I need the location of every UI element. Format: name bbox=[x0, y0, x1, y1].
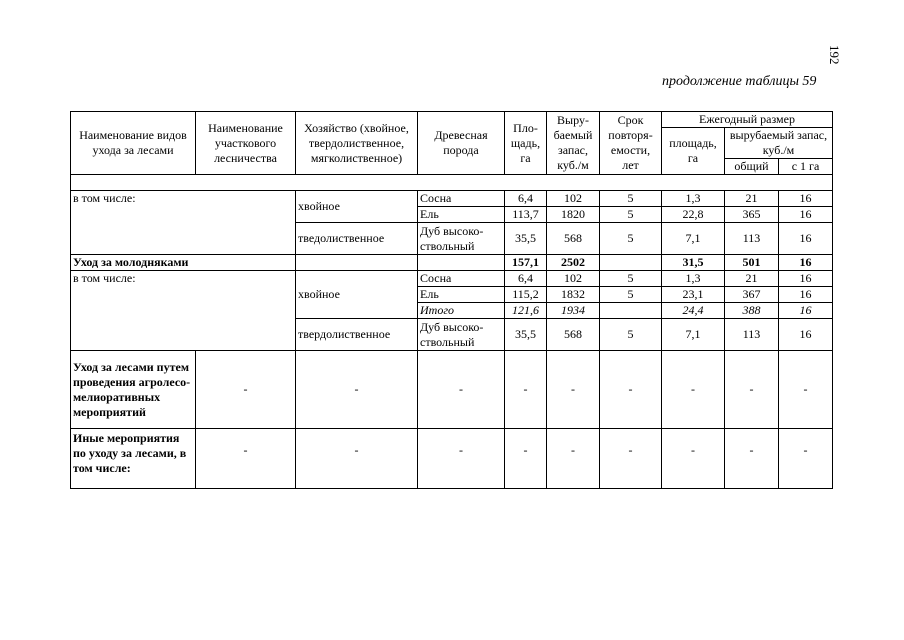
table-row bbox=[71, 255, 833, 271]
annual-per-ha-cell: 16 bbox=[779, 303, 833, 319]
section-label: в том числе: bbox=[71, 271, 296, 351]
annual-per-ha-cell: 16 bbox=[779, 319, 833, 351]
volume-cell: 1934 bbox=[547, 303, 600, 319]
volume-cell: 102 bbox=[547, 271, 600, 287]
dash-cell: - bbox=[196, 429, 296, 489]
table-row bbox=[71, 191, 833, 207]
annual-per-ha-cell: 16 bbox=[779, 255, 833, 271]
header-per-ha: с 1 га bbox=[779, 159, 833, 175]
table-row bbox=[71, 271, 833, 287]
annual-area-cell: 22,8 bbox=[662, 207, 725, 223]
annual-per-ha-cell: 16 bbox=[779, 207, 833, 223]
farm-cell: твердолиственное bbox=[296, 319, 418, 351]
annual-total-cell: 113 bbox=[725, 319, 779, 351]
period-cell: 5 bbox=[600, 207, 662, 223]
annual-total-cell: 113 bbox=[725, 223, 779, 255]
species-cell: Дуб высоко-ствольный bbox=[418, 223, 505, 255]
volume-cell: 2502 bbox=[547, 255, 600, 271]
dash-cell: - bbox=[418, 429, 505, 489]
table-row bbox=[71, 351, 833, 429]
area-cell: 35,5 bbox=[505, 223, 547, 255]
header-period: Срок повторя-емости, лет bbox=[600, 112, 662, 175]
dash-cell: - bbox=[600, 429, 662, 489]
area-cell: 6,4 bbox=[505, 271, 547, 287]
period-cell: 5 bbox=[600, 287, 662, 303]
dash-cell: - bbox=[296, 351, 418, 429]
area-cell: 6,4 bbox=[505, 191, 547, 207]
agro-label: Уход за лесами путем проведения агролесо-мелиоративных мероприятий bbox=[71, 351, 196, 429]
volume-cell: 1820 bbox=[547, 207, 600, 223]
header-annual-area: площадь, га bbox=[662, 128, 725, 175]
volume-cell: 568 bbox=[547, 223, 600, 255]
dash-cell: - bbox=[505, 351, 547, 429]
period-cell: 5 bbox=[600, 191, 662, 207]
dash-cell: - bbox=[296, 429, 418, 489]
annual-area-cell: 24,4 bbox=[662, 303, 725, 319]
volume-cell: 568 bbox=[547, 319, 600, 351]
farm-cell: тведолиственное bbox=[296, 223, 418, 255]
area-cell: 35,5 bbox=[505, 319, 547, 351]
species-cell: Сосна bbox=[418, 191, 505, 207]
farm-cell: хвойное bbox=[296, 271, 418, 319]
dash-cell: - bbox=[196, 351, 296, 429]
annual-total-cell: 367 bbox=[725, 287, 779, 303]
page-number: 192 bbox=[827, 45, 842, 65]
annual-per-ha-cell: 16 bbox=[779, 287, 833, 303]
species-cell: Ель bbox=[418, 207, 505, 223]
annual-area-cell: 23,1 bbox=[662, 287, 725, 303]
table-row bbox=[71, 429, 833, 489]
dash-cell: - bbox=[547, 351, 600, 429]
section-label: в том числе: bbox=[71, 191, 296, 255]
period-cell: 5 bbox=[600, 223, 662, 255]
annual-per-ha-cell: 16 bbox=[779, 271, 833, 287]
header-district: Наименование участкового лесничества bbox=[196, 112, 296, 175]
area-cell: 115,2 bbox=[505, 287, 547, 303]
blank-row bbox=[71, 175, 833, 191]
dash-cell: - bbox=[779, 351, 833, 429]
dash-cell: - bbox=[662, 429, 725, 489]
dash-cell: - bbox=[779, 429, 833, 489]
annual-area-cell: 1,3 bbox=[662, 271, 725, 287]
subtotal-label: Итого bbox=[418, 303, 505, 319]
annual-total-cell: 365 bbox=[725, 207, 779, 223]
dash-cell: - bbox=[547, 429, 600, 489]
other-label: Иные мероприятия по уходу за лесами, в том числе: bbox=[71, 429, 196, 489]
period-cell: 5 bbox=[600, 319, 662, 351]
dash-cell: - bbox=[725, 429, 779, 489]
header-area: Пло-щадь, га bbox=[505, 112, 547, 175]
dash-cell: - bbox=[505, 429, 547, 489]
volume-cell: 102 bbox=[547, 191, 600, 207]
farm-cell: хвойное bbox=[296, 191, 418, 223]
period-cell: 5 bbox=[600, 271, 662, 287]
header-total: общий bbox=[725, 159, 779, 175]
annual-per-ha-cell: 16 bbox=[779, 191, 833, 207]
table-continuation-title: продолжение таблицы 59 bbox=[662, 74, 817, 89]
dash-cell: - bbox=[418, 351, 505, 429]
forest-care-table bbox=[70, 111, 833, 489]
volume-cell: 1832 bbox=[547, 287, 600, 303]
header-annual: Ежегодный размер bbox=[662, 112, 833, 128]
annual-area-cell: 1,3 bbox=[662, 191, 725, 207]
species-cell: Ель bbox=[418, 287, 505, 303]
annual-total-cell: 501 bbox=[725, 255, 779, 271]
area-cell: 121,6 bbox=[505, 303, 547, 319]
species-cell: Сосна bbox=[418, 271, 505, 287]
dash-cell: - bbox=[662, 351, 725, 429]
annual-per-ha-cell: 16 bbox=[779, 223, 833, 255]
annual-total-cell: 21 bbox=[725, 271, 779, 287]
area-cell: 157,1 bbox=[505, 255, 547, 271]
header-annual-volume: вырубаемый запас, куб./м bbox=[725, 128, 833, 159]
annual-total-cell: 21 bbox=[725, 191, 779, 207]
dash-cell: - bbox=[725, 351, 779, 429]
annual-total-cell: 388 bbox=[725, 303, 779, 319]
annual-area-cell: 31,5 bbox=[662, 255, 725, 271]
header-species: Древесная порода bbox=[418, 112, 505, 175]
young-stands-label: Уход за молодняками bbox=[71, 255, 296, 271]
annual-area-cell: 7,1 bbox=[662, 319, 725, 351]
species-cell: Дуб высоко-ствольный bbox=[418, 319, 505, 351]
area-cell: 113,7 bbox=[505, 207, 547, 223]
dash-cell: - bbox=[600, 351, 662, 429]
annual-area-cell: 7,1 bbox=[662, 223, 725, 255]
header-farm: Хозяйство (хвойное, твердолиственное, мягколиственное) bbox=[296, 112, 418, 175]
header-volume: Выру-баемый запас, куб./м bbox=[547, 112, 600, 175]
header-care-type: Наименование видов ухода за лесами bbox=[71, 112, 196, 175]
